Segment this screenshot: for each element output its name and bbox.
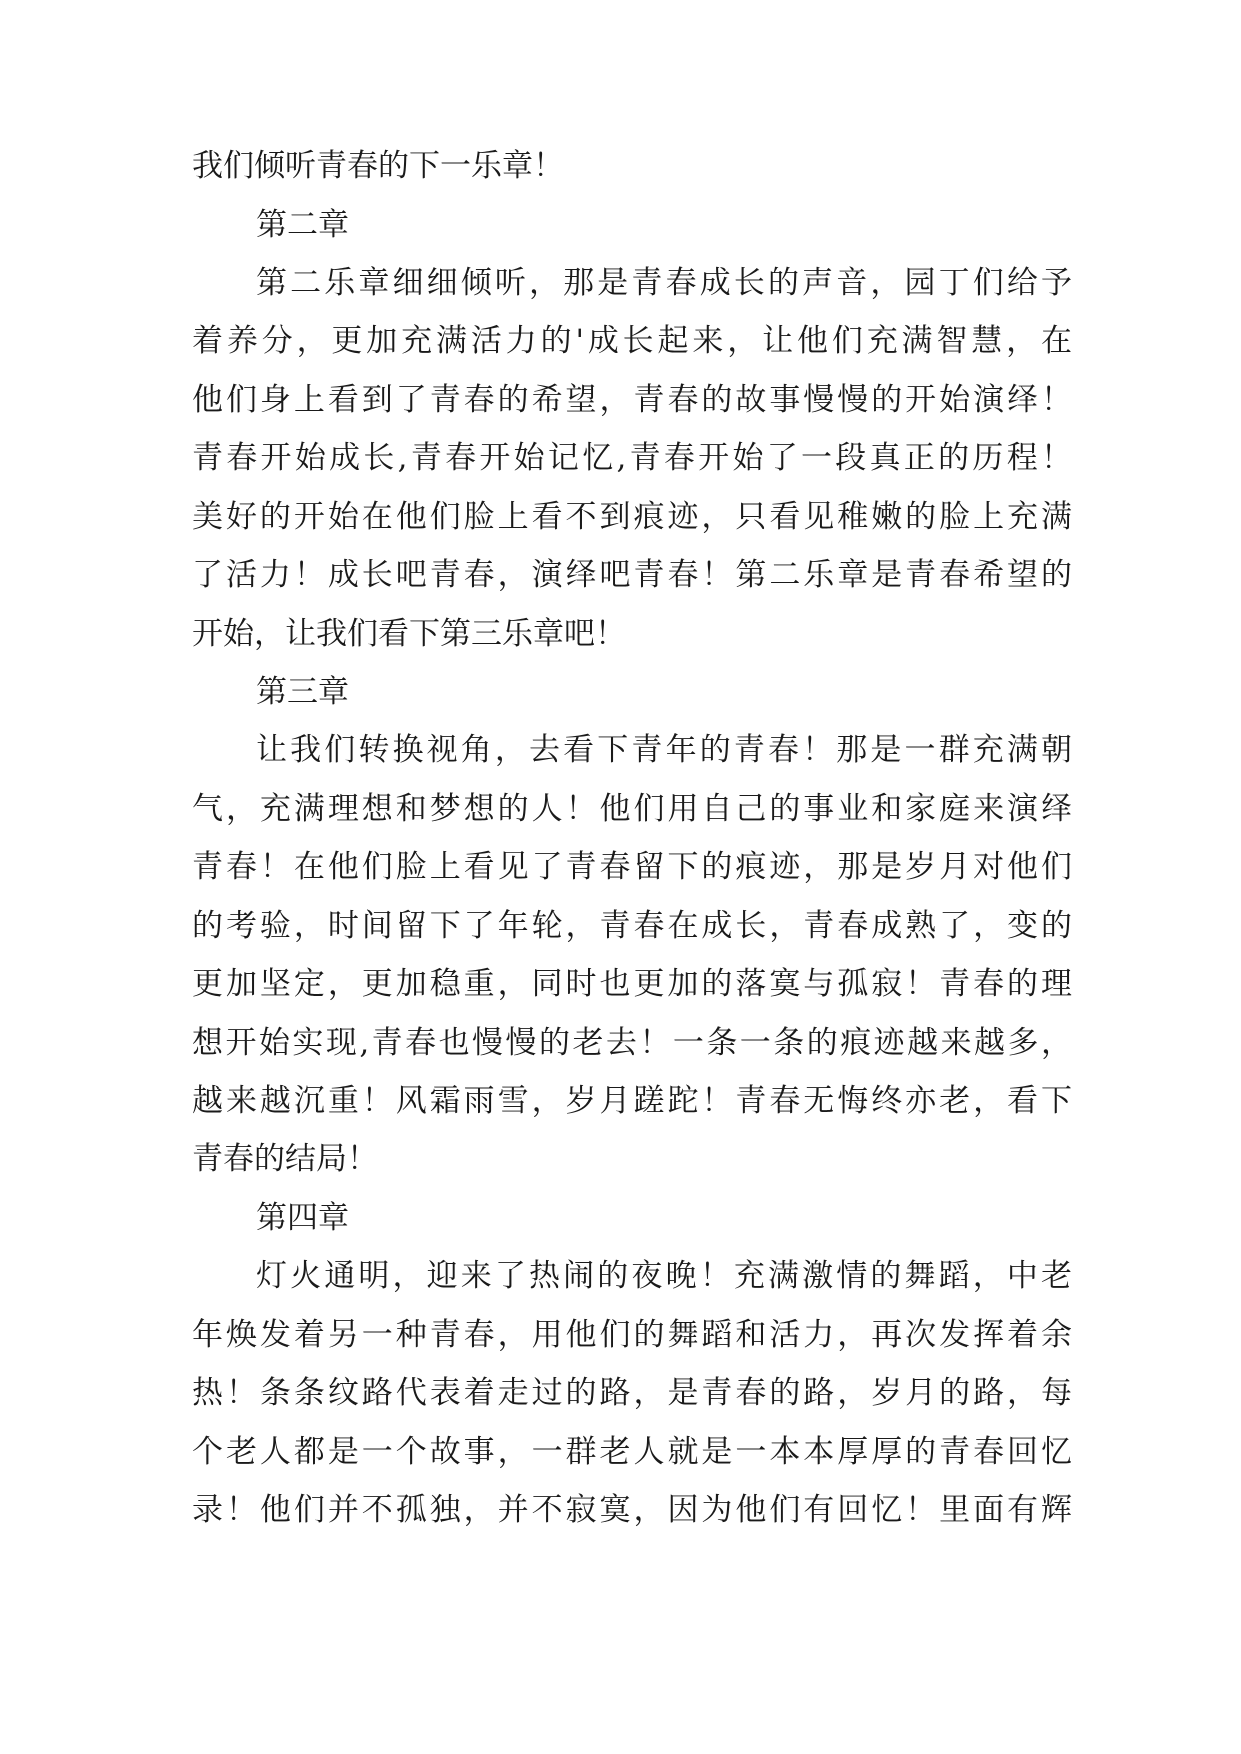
text-line: 青春！在他们脸上看见了青春留下的痕迹，那是岁月对他们 [192,849,1072,885]
text-line: 的考验，时间留下了年轮，青春在成长，青春成熟了，变的 [192,908,1072,944]
text-line: 美好的开始在他们脸上看不到痕迹，只看见稚嫩的脸上充满 [192,499,1072,535]
text-line: 更加坚定，更加稳重，同时也更加的落寞与孤寂！青春的理 [192,966,1072,1002]
text-line: 青春的结局！ [192,1141,378,1177]
chapter-heading: 第二章 [256,207,349,243]
text-line: 年焕发着另一种青春，用他们的舞蹈和活力，再次发挥着余 [192,1317,1072,1353]
text-line: 让我们转换视角，去看下青年的青春！那是一群充满朝 [256,732,1072,768]
text-line: 青春开始成长,青春开始记忆,青春开始了一段真正的历程！ [192,440,1072,476]
text-line: 第二乐章细细倾听，那是青春成长的声音，园丁们给予 [256,265,1072,301]
chapter-heading: 第三章 [256,674,349,710]
text-line: 着养分，更加充满活力的'成长起来，让他们充满智慧，在 [192,323,1072,359]
text-line: 气，充满理想和梦想的人！他们用自己的事业和家庭来演绎 [192,791,1072,827]
text-line: 开始，让我们看下第三乐章吧！ [192,616,626,652]
text-line: 我们倾听青春的下一乐章！ [192,148,564,184]
text-line: 越来越沉重！风霜雨雪，岁月蹉跎！青春无悔终亦老，看下 [192,1083,1072,1119]
text-line: 了活力！成长吧青春，演绎吧青春！第二乐章是青春希望的 [192,557,1072,593]
text-line: 灯火通明，迎来了热闹的夜晚！充满激情的舞蹈，中老 [256,1258,1072,1294]
text-line: 想开始实现,青春也慢慢的老去！一条一条的痕迹越来越多， [192,1025,1072,1061]
text-line: 热！条条纹路代表着走过的路，是青春的路，岁月的路，每 [192,1375,1072,1411]
text-line: 录！他们并不孤独，并不寂寞，因为他们有回忆！里面有辉 [192,1492,1072,1528]
text-line: 他们身上看到了青春的希望，青春的故事慢慢的开始演绎！ [192,382,1072,418]
chapter-heading: 第四章 [256,1200,349,1236]
text-line: 个老人都是一个故事，一群老人就是一本本厚厚的青春回忆 [192,1434,1072,1470]
